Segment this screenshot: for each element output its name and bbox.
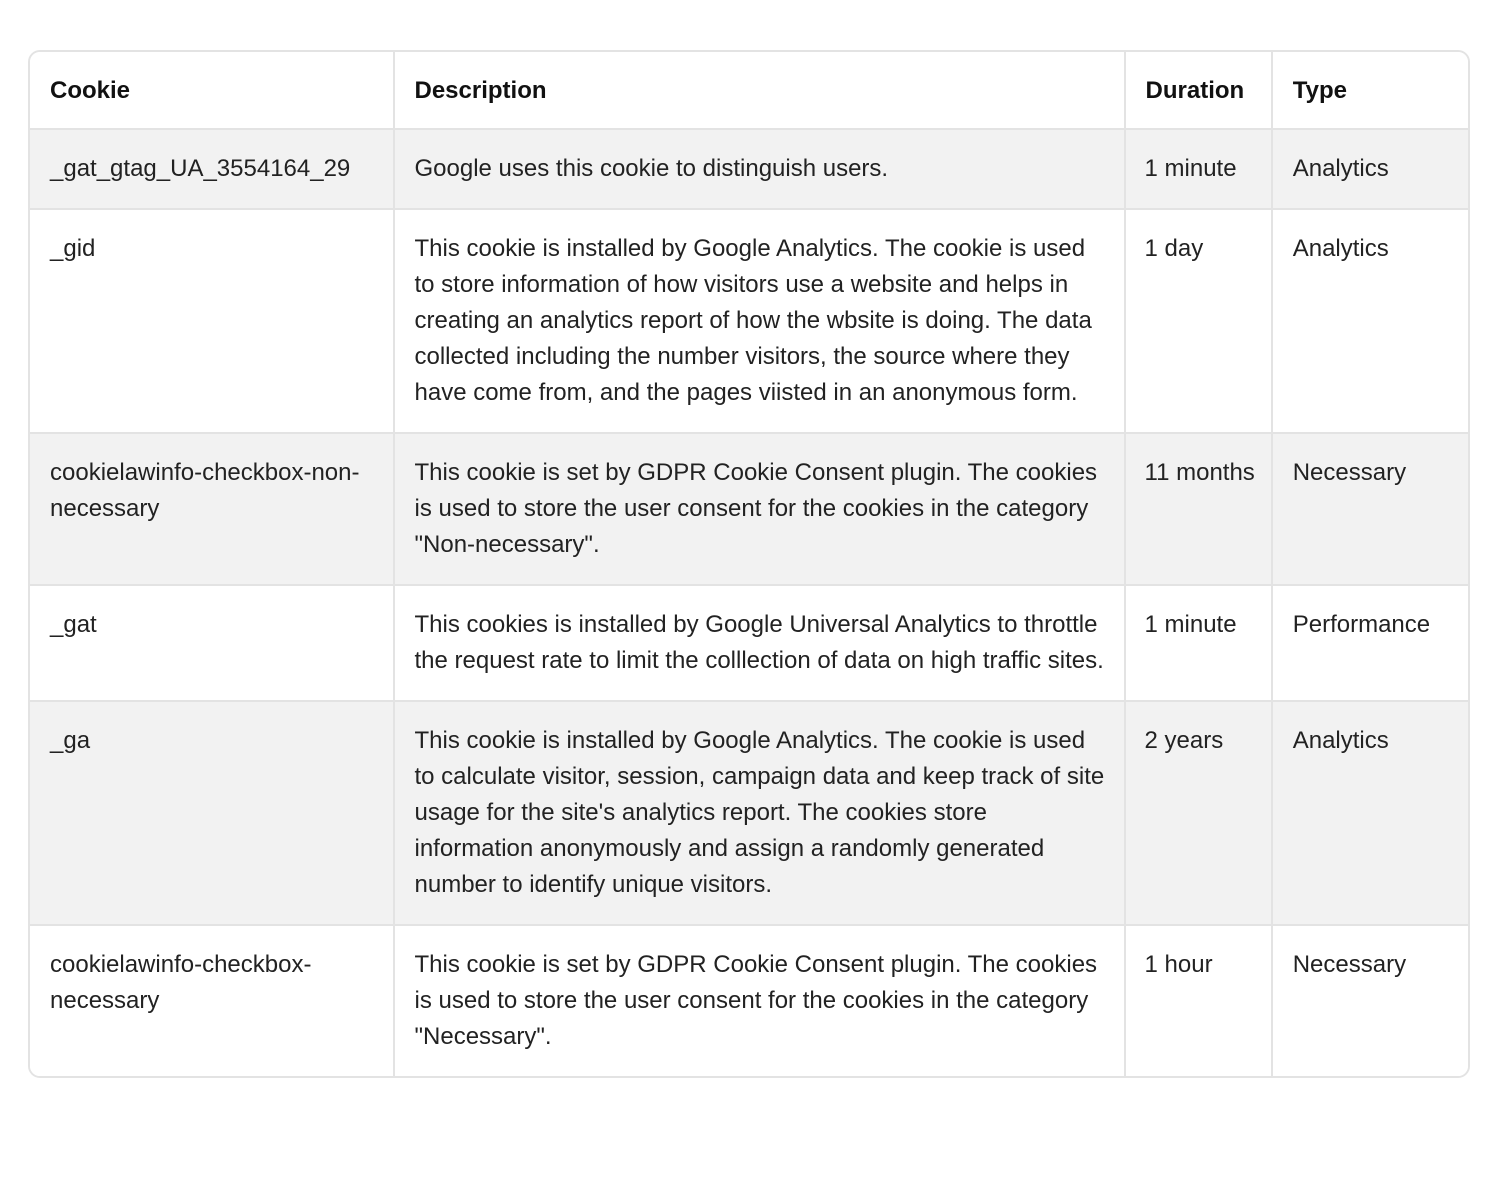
header-description: Description xyxy=(394,52,1125,129)
cookie-type: Performance xyxy=(1272,585,1468,701)
table-row xyxy=(30,701,1468,925)
table-row xyxy=(30,585,1468,701)
cookie-description: This cookies is installed by Google Universal Analytics to throttle the request rate to limit the colllection of data on high traffic sites. xyxy=(394,585,1125,701)
header-type: Type xyxy=(1272,52,1468,129)
table-row xyxy=(30,433,1468,585)
cookie-description: This cookie is set by GDPR Cookie Consent plugin. The cookies is used to store the user consent for the cookies in the category "Necessary". xyxy=(394,925,1125,1076)
cookie-name: _gat_gtag_UA_3554164_29 xyxy=(30,129,394,209)
cookie-type: Analytics xyxy=(1272,129,1468,209)
cookie-duration: 2 years xyxy=(1125,701,1272,925)
cookie-type: Analytics xyxy=(1272,701,1468,925)
cookie-table-container xyxy=(28,50,1470,1078)
cookie-type: Analytics xyxy=(1272,209,1468,433)
cookie-duration: 1 minute xyxy=(1125,129,1272,209)
cookie-duration: 1 day xyxy=(1125,209,1272,433)
cookie-name: _ga xyxy=(30,701,394,925)
cookie-type: Necessary xyxy=(1272,925,1468,1076)
cookie-type: Necessary xyxy=(1272,433,1468,585)
cookie-description: This cookie is installed by Google Analytics. The cookie is used to store information of how visitors use a website and helps in creating an analytics report of how the wbsite is doing. The data collected including the number visitors, the source where they have come from, and the pages viisted in an anonymous form. xyxy=(394,209,1125,433)
cookie-description: This cookie is set by GDPR Cookie Consent plugin. The cookies is used to store the user consent for the cookies in the category "Non-necessary". xyxy=(394,433,1125,585)
table-row xyxy=(30,209,1468,433)
cookie-name: _gat xyxy=(30,585,394,701)
cookie-table xyxy=(30,52,1468,1076)
header-duration: Duration xyxy=(1125,52,1272,129)
header-row xyxy=(30,52,1468,129)
cookie-duration: 1 hour xyxy=(1125,925,1272,1076)
cookie-description: Google uses this cookie to distinguish users. xyxy=(394,129,1125,209)
cookie-name: cookielawinfo-checkbox-necessary xyxy=(30,925,394,1076)
table-row xyxy=(30,925,1468,1076)
cookie-description: This cookie is installed by Google Analytics. The cookie is used to calculate visitor, session, campaign data and keep track of site usage for the site's analytics report. The cookies store information anonymously and assign a randomly generated number to identify unique visitors. xyxy=(394,701,1125,925)
cookie-name: _gid xyxy=(30,209,394,433)
cookie-duration: 1 minute xyxy=(1125,585,1272,701)
cookie-duration: 11 months xyxy=(1125,433,1272,585)
table-header xyxy=(30,52,1468,129)
table-body xyxy=(30,129,1468,1076)
table-row xyxy=(30,129,1468,209)
header-cookie: Cookie xyxy=(30,52,394,129)
cookie-name: cookielawinfo-checkbox-non-necessary xyxy=(30,433,394,585)
